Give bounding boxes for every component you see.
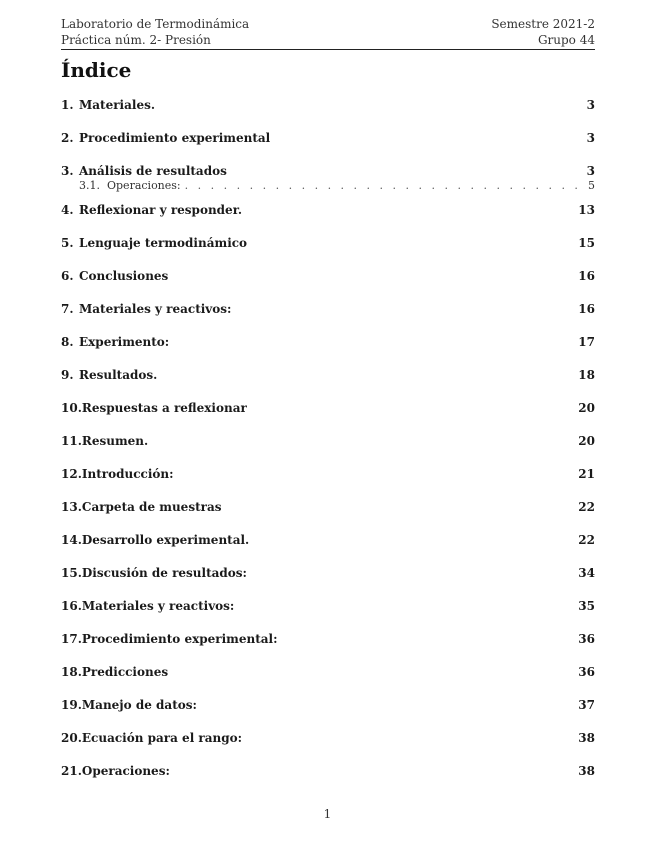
page-number: 1: [323, 807, 332, 821]
toc-entry-page: 36: [578, 632, 595, 646]
toc-entry-page: 34: [578, 566, 595, 580]
toc-entry[interactable]: [61, 758, 595, 791]
toc-entry-page: 15: [578, 236, 595, 250]
toc-entry-number: 19.: [61, 698, 82, 712]
toc-entry-number: 12.: [61, 467, 82, 481]
toc-entry-page: 20: [578, 401, 595, 415]
toc-entry[interactable]: [61, 593, 595, 626]
toc-entry[interactable]: [61, 230, 595, 263]
toc-entry-number: 7.: [61, 302, 74, 316]
toc-entry-label: Resultados.: [79, 368, 158, 382]
toc-entry[interactable]: [61, 296, 595, 329]
toc-entry-number: 21.: [61, 764, 82, 778]
toc-entry-page: 21: [578, 467, 595, 481]
toc-entry-number: 18.: [61, 665, 82, 679]
practice-title: Práctica núm. 2- Presión: [61, 33, 211, 47]
toc-entry-page: 38: [578, 731, 595, 745]
toc-subentry-number: 3.1.: [79, 179, 100, 192]
toc-entry[interactable]: [61, 725, 595, 758]
toc-entry-number: 2.: [61, 131, 74, 145]
page-header: [61, 16, 595, 48]
toc-entry-label: Carpeta de muestras: [81, 500, 222, 514]
toc-entry-label: Materiales y reactivos:: [81, 599, 235, 613]
toc-entry-page: 38: [578, 764, 595, 778]
toc-entry-label: Predicciones: [81, 665, 169, 679]
toc-entry-label: Ecuación para el rango:: [81, 731, 243, 745]
toc-entry-number: 17.: [61, 632, 82, 646]
toc-entry-label: Respuestas a reflexionar: [81, 401, 247, 415]
toc-entry-number: 8.: [61, 335, 74, 349]
toc-entry[interactable]: [61, 560, 595, 593]
toc-entry[interactable]: [61, 659, 595, 692]
header-divider: [61, 49, 595, 50]
toc-entry[interactable]: [61, 692, 595, 725]
toc-entry-label: Discusión de resultados:: [81, 566, 247, 580]
toc-entry-page: 20: [578, 434, 595, 448]
toc-entry-page: 3: [586, 131, 595, 145]
toc-entry-label: Materiales y reactivos:: [79, 302, 232, 316]
toc-entry-number: 14.: [61, 533, 82, 547]
toc-entry-number: 10.: [61, 401, 82, 415]
table-of-contents: [61, 92, 595, 791]
toc-entry-label: Análisis de resultados: [79, 164, 227, 178]
toc-entry-number: 4.: [61, 203, 74, 217]
toc-entry-page: 35: [578, 599, 595, 613]
toc-entry-number: 13.: [61, 500, 82, 514]
toc-entry-label: Procedimiento experimental: [79, 131, 271, 145]
toc-entry-page: 3: [586, 98, 595, 112]
toc-entry[interactable]: [61, 362, 595, 395]
toc-entry[interactable]: [61, 125, 595, 158]
toc-entry[interactable]: [61, 494, 595, 527]
toc-entry-page: 16: [578, 302, 595, 316]
toc-entry-page: 13: [578, 203, 595, 217]
toc-entry-page: 36: [578, 665, 595, 679]
toc-entry-number: 1.: [61, 98, 74, 112]
course-title: Laboratorio de Termodinámica: [61, 17, 250, 31]
toc-entry-label: Operaciones:: [81, 764, 170, 778]
toc-title: Índice: [61, 58, 132, 82]
toc-subentry-label: Operaciones:: [107, 179, 181, 192]
toc-entry-label: Manejo de datos:: [81, 698, 197, 712]
toc-entry[interactable]: [61, 626, 595, 659]
toc-entry-page: 17: [578, 335, 595, 349]
toc-entry-number: 15.: [61, 566, 82, 580]
toc-entry-number: 3.: [61, 164, 74, 178]
toc-entry-number: 5.: [61, 236, 74, 250]
toc-entry[interactable]: [61, 197, 595, 230]
semester: Semestre 2021-2: [491, 17, 595, 31]
toc-entry-page: 22: [578, 500, 595, 514]
toc-entry[interactable]: [61, 428, 595, 461]
toc-entry-label: Desarrollo experimental.: [81, 533, 250, 547]
toc-entry[interactable]: [61, 395, 595, 428]
toc-subentry-page: 5: [588, 179, 595, 192]
toc-entry[interactable]: [61, 263, 595, 296]
toc-entry-number: 6.: [61, 269, 74, 283]
toc-subentry[interactable]: [61, 179, 595, 199]
toc-entry-number: 11.: [61, 434, 82, 448]
toc-entry-page: 18: [578, 368, 595, 382]
toc-entry-label: Materiales.: [79, 98, 156, 112]
toc-entry-label: Resumen.: [81, 434, 149, 448]
toc-entry-label: Procedimiento experimental:: [81, 632, 278, 646]
toc-entry-label: Experimento:: [79, 335, 170, 349]
toc-entry-label: Lenguaje termodinámico: [79, 236, 248, 250]
group: Grupo 44: [537, 33, 595, 47]
toc-entry-page: 16: [578, 269, 595, 283]
toc-entry-page: 3: [586, 164, 595, 178]
toc-entry-number: 20.: [61, 731, 82, 745]
toc-leader-dots: [185, 179, 582, 193]
toc-entry[interactable]: [61, 92, 595, 125]
toc-entry[interactable]: [61, 527, 595, 560]
toc-entry-label: Conclusiones: [79, 269, 169, 283]
toc-entry-label: Reflexionar y responder.: [79, 203, 243, 217]
toc-entry-number: 9.: [61, 368, 74, 382]
toc-entry[interactable]: [61, 461, 595, 494]
toc-entry[interactable]: [61, 329, 595, 362]
toc-entry-page: 22: [578, 533, 595, 547]
toc-entry-page: 37: [578, 698, 595, 712]
toc-entry-label: Introducción:: [81, 467, 174, 481]
toc-entry-number: 16.: [61, 599, 82, 613]
